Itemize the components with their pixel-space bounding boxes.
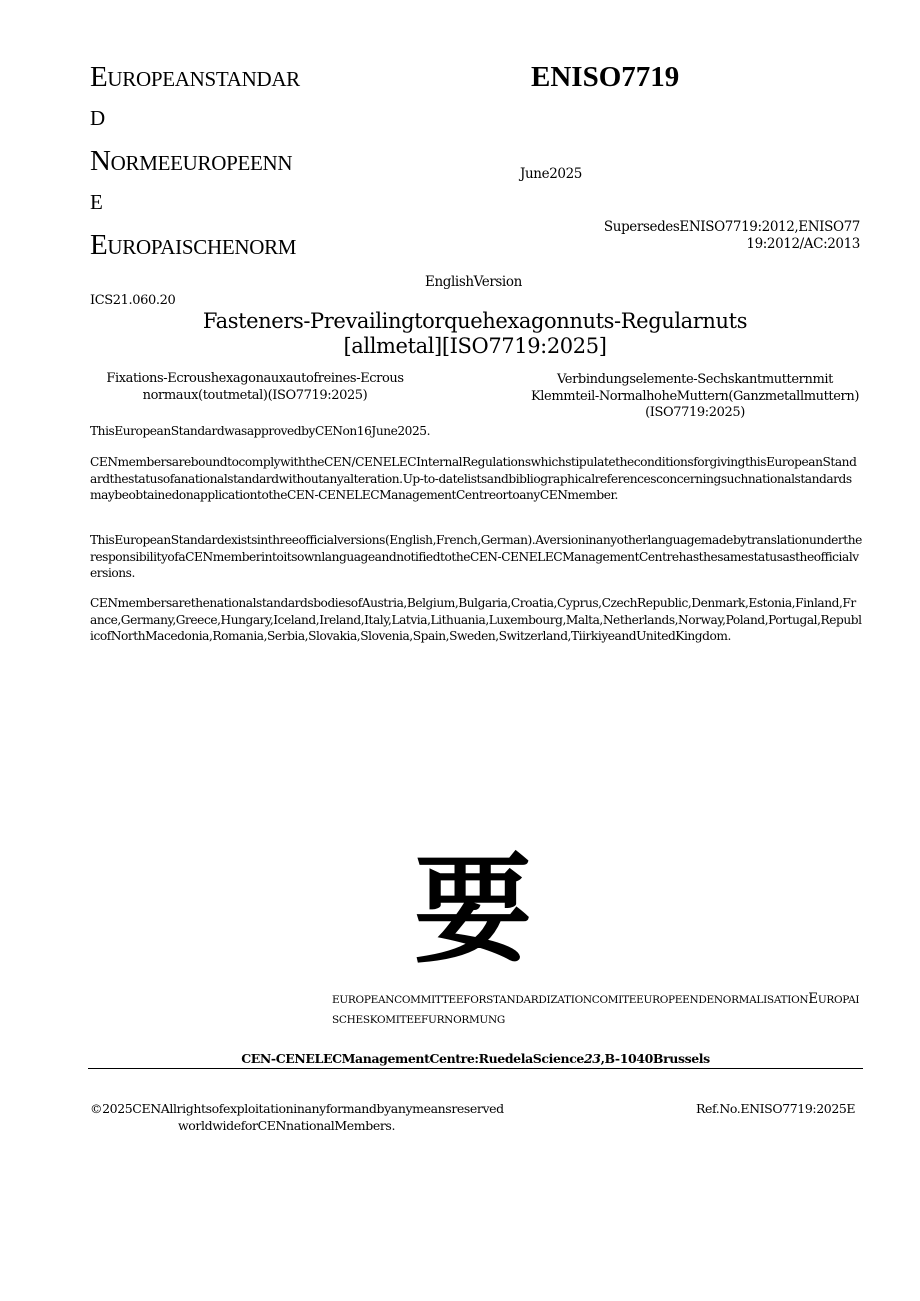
copyright-line2: worldwideforCENnationalMembers. [178, 1117, 396, 1133]
ics-code: ICS21.060.20 [90, 293, 176, 308]
german-title-line3: (ISO7719:2025) [645, 405, 745, 420]
official-versions-paragraph: ThisEuropeanStandardexistsinthreeofficialversions(English,French,German).AversioninanyotherlanguagemadebytranslationundertheresponsibilityofaCENmemberintoitsownlanguageandnotifiedtotheCEN-CENELECManagementCentrehasthesamestatusastheofficialversions. [90, 533, 862, 580]
standard-name-french-line1: NORMEEUROPEENN [90, 145, 293, 177]
supersedes-line1: SupersedesENISO7719:2012,ENISO77 [603, 219, 860, 235]
cen-logo-glyph: 要 [414, 841, 533, 979]
management-centre-address: CEN-CENELECManagementCentre:RuedelaScience23,B-1040Brussels [241, 1051, 710, 1066]
standard-name-english-line1: EUROPEANSTANDAR [90, 61, 300, 93]
french-title [90, 371, 420, 404]
german-title-line2: Klemmteil-NormalhoheMuttern(Ganzmetallmuttern) [530, 388, 859, 404]
members-paragraph: CENmembersarethenationalstandardsbodiesofAustria,Belgium,Bulgaria,Croatia,Cyprus,CzechRepublic,Denmark,Estonia,Finland,France,Germany,Greece,Hungary,Iceland,Ireland,Italy,Latvia,Lithuania,Luxembourg,Malta,Netherlands,Norway,Poland,Portugal,RepublicofNorthMacedonia,Romania,Serbia,Slovakia,Slovenia,Spain,Sweden,Switzerland,TiirkiyeandUnitedKingdom. [90, 596, 862, 643]
german-title [525, 372, 865, 422]
standard-name-english-line2: D [90, 106, 105, 130]
committee-names: EUROPEANCOMMITTEEFORSTANDARDIZATIONCOMITEEUROPEENDENORMALISATIONEUROPAISCHESKOMITEEFURNORMUNG [332, 991, 860, 1026]
document-code: ENISO7719 [531, 61, 680, 93]
language-version: EnglishVersion [425, 274, 522, 290]
copyright-line1: ©2025CENAllrightsofexploitationinanyformandbyanymeansreserved [90, 1101, 504, 1116]
approval-statement: ThisEuropeanStandardwasapprovedbyCENon16June2025. [90, 424, 431, 438]
compliance-paragraph: CENmembersareboundtocomplywiththeCEN/CENELECInternalRegulationswhichstipulatetheconditionsforgivingthisEuropeanStandardthestatusofanationalstandardwithoutanyalteration.Up-to-datelistsandbibliographicalreferencesconcerningsuchnationalstandardsmaybeobtainedonapplicationtotheCEN-CENELECManagementCentreortoanyCENmember. [90, 455, 857, 502]
document-title-line2: [allmetal][ISO7719:2025] [343, 334, 607, 358]
french-title-line2: normaux(toutmetal)(ISO7719:2025) [142, 387, 368, 403]
publication-date: June2025 [520, 166, 582, 182]
reference-number: Ref.No.ENISO7719:2025E [696, 1101, 856, 1116]
french-title-line1: Fixations-Ecroushexagonauxautofreines-Ecrous [106, 371, 404, 386]
supersedes-note [560, 219, 860, 252]
standard-name-german-line: EUROPAISCHENORM [90, 229, 297, 261]
copyright-notice [90, 1101, 510, 1134]
document-title-line1: Fasteners-Prevailingtorquehexagonnuts-Regularnuts [202, 309, 748, 333]
document-title [90, 309, 860, 359]
standard-name-french-line2: E [90, 190, 103, 214]
address-divider [88, 1068, 863, 1069]
german-title-line1: Verbindungselemente-Sechskantmutternmit [557, 372, 833, 387]
standard-name-block [90, 63, 390, 271]
supersedes-line2: 19:2012/AC:2013 [746, 235, 860, 252]
